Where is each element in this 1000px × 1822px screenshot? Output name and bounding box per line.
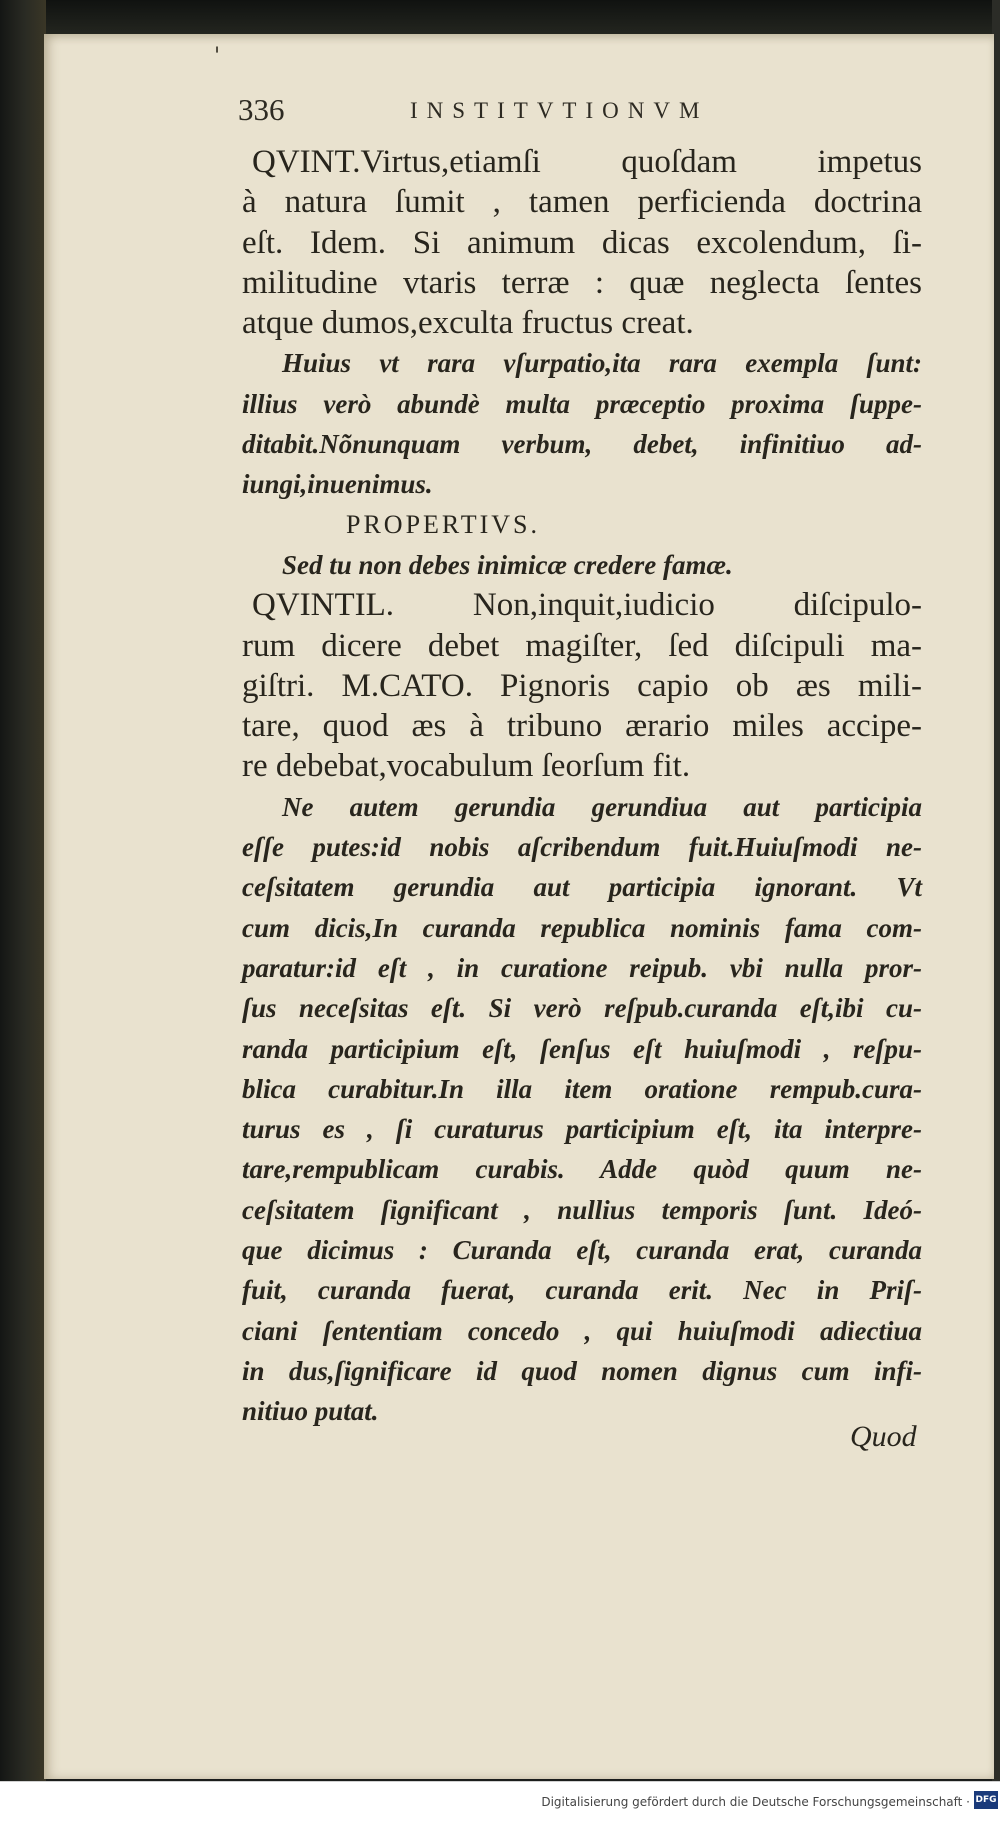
running-head: INSTITVTIONVM <box>410 98 709 123</box>
funding-credit: Digitalisierung gefördert durch die Deutsche Forschungsgemeinschaft · <box>541 1795 970 1809</box>
text-line: ditabit.Nõnunquam verbum, debet, infinitiuo ad- <box>242 429 922 460</box>
body-text <box>242 142 922 1432</box>
text-line: blica curabitur.In illa item oratione rempub.cura- <box>242 1073 922 1104</box>
text-line: eſſe putes:id nobis aſcribendum fuit.Huiuſmodi ne- <box>242 832 922 863</box>
text-line: re debebat,vocabulum ſeorſum fit. <box>242 748 691 785</box>
book-spine-edge <box>0 0 46 1822</box>
text-line: nitiuo putat. <box>242 1396 379 1427</box>
text-line: paratur:id eſt , in curatione reipub. vbi nulla pror- <box>242 952 922 983</box>
text-line: eſt. Idem. Si animum dicas excolendum, ſi- <box>242 224 922 261</box>
text-line: giſtri. M.CATO. Pignoris capio ob æs mili- <box>242 667 922 704</box>
dfg-logo: DFG <box>974 1791 998 1809</box>
text-line: tare, quod æs à tribuno ærario miles accipe- <box>242 708 922 745</box>
text-line: ceſsitatem gerundia aut participia ignorant. Vt <box>242 872 922 903</box>
text-line: fuit, curanda fuerat, curanda erit. Nec in Priſ- <box>242 1275 922 1306</box>
text-line: in dus,ſignificare id quod nomen dignus cum infi- <box>242 1355 922 1386</box>
text-line: ſus neceſsitas eſt. Si verò reſpub.curanda eſt,ibi cu- <box>242 993 922 1024</box>
text-line: ceſsitatem ſignificant , nullius temporis ſunt. Ideó- <box>242 1194 922 1225</box>
text-line: illius verò abundè multa præceptio proxima ſuppe- <box>242 388 922 419</box>
text-line: ciani ſententiam concedo , qui huiuſmodi adiectiua <box>242 1315 922 1346</box>
text-line: Huius vt rara vſurpatio,ita rara exempla ſunt: <box>282 348 922 379</box>
page-header <box>238 92 938 132</box>
catchword: Quod <box>850 1420 917 1453</box>
text-line: rum dicere debet magiſter, ſed diſcipuli ma- <box>242 627 922 664</box>
text-line: à natura ſumit , tamen perficienda doctrina <box>242 184 922 221</box>
text-line: iungi,inuenimus. <box>242 469 433 500</box>
page-number: 336 <box>238 92 285 127</box>
text-line: QVINT.Virtus,etiamſi quoſdam impetus <box>252 144 922 180</box>
text-line: que dicimus : Curanda eſt, curanda erat, curanda <box>242 1235 922 1266</box>
text-line: Ne autem gerundia gerundiua aut participia <box>282 791 922 822</box>
text-line: atque dumos,exculta fructus creat. <box>242 305 694 342</box>
text-line: QVINTIL. Non,inquit,iudicio diſcipulo- <box>252 587 922 624</box>
text-line: randa participium eſt, ſenſus eſt huiuſmodi , reſpu- <box>242 1033 922 1064</box>
text-line: cum dicis,In curanda republica nominis fama com- <box>242 912 922 943</box>
book-edge-top <box>0 0 1000 34</box>
text-line: tare,rempublicam curabis. Adde quòd quum ne- <box>242 1154 922 1185</box>
digitization-footer <box>0 1781 1000 1822</box>
text-line: turus es , ſi curaturus participium eſt, ita interpre- <box>242 1114 922 1145</box>
margin-mark: ' <box>214 44 221 69</box>
text-line: Sed tu non debes inimicæ credere famæ. <box>282 549 733 580</box>
text-line: militudine vtaris terræ : quæ neglecta ſentes <box>242 264 922 301</box>
section-heading: PROPERTIVS. <box>346 509 540 539</box>
